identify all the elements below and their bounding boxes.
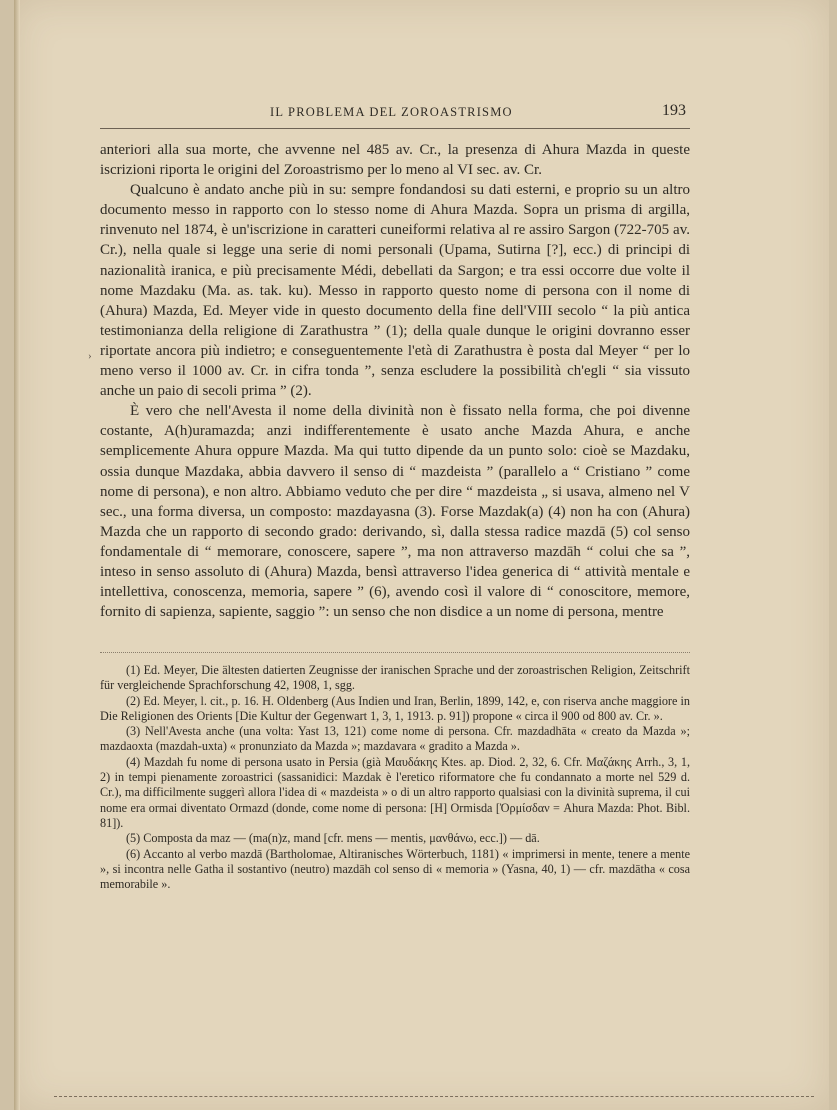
running-title: IL PROBLEMA DEL ZOROASTRISMO — [270, 105, 513, 119]
footnote-separator — [100, 652, 690, 653]
body-paragraph: anteriori alla sua morte, che avvenne nel 485 av. Cr., la presenza di Ahura Mazda in queste iscrizioni riporta le origini del Zoroastrismo per lo meno al VI sec. av. Cr. — [100, 142, 690, 179]
footnote: (1) Ed. Meyer, Die ältesten datierten Zeugnisse der iranischen Sprache und der zoroastrischen Religion, Zeitschrift für vergleichende Sprachforschung 42, 1908, 1, sgg. — [100, 663, 690, 693]
running-header — [100, 102, 690, 129]
main-text — [100, 140, 690, 622]
footnote: (5) Composta da maz — (ma(n)z, mand [cfr. mens — mentis, μανθάνω, ecc.]) — dā. — [126, 831, 540, 846]
book-page — [14, 0, 829, 1110]
body-paragraph: Qualcuno è andato anche più in su: sempre fondandosi su dati esterni, e proprio su un altro documento messo in rapporto con lo stesso nome di Ahura Mazda. Sopra un prisma di argilla, rinvenuto nel 1874, è un'iscrizione in caratteri cuneiformi relativa al re assiro Sargon (722-705 av. Cr.), nella quale si legge una serie di nomi personali (Upama, Sutirna [?], ecc.) di principi di nazionalità iranica, e più precisamente Médi, debellati da Sargon; e tra essi occorre due volte il nome Mazdaku (Ma. as. tak. ku). Messo in rapporto questo nome di persona con il nome di (Ahura) Mazda, Ed. Meyer vide in questo documento della fine dell'VIII secolo “ la più antica testimonianza della religione di Zarathustra ” (1); della quale dunque le origini dovranno esser riportate ancora più indietro; e conseguentemente l'età di Zarathustra è posta dal Meyer “ per lo meno verso il 1000 av. Cr. in cifra tonda ”, senza escludere la possibilità ch'egli “ sia vissuto anche un paio di secoli prima ” (2). — [100, 182, 690, 400]
footnote: (3) Nell'Avesta anche (una volta: Yast 13, 121) come nome di persona. Cfr. mazdadhāta « creato da Mazda »; mazdaoxta (mazdah-uxta) « pronunziato da Mazda »; mazdavara « gradito a Mazda ». — [100, 724, 690, 754]
page-bottom-edge — [54, 1096, 814, 1097]
margin-mark: › — [88, 350, 92, 362]
footnotes — [100, 663, 690, 892]
footnote: (4) Mazdah fu nome di persona usato in Persia (già Μαυδάκης Ktes. ap. Diod. 2, 32, 6. Cfr. Μαζάκης Arrh., 3, 1, 2) in tempi pienamente zoroastrici (sassanidici: Mazdak è l'eretico riformatore che fu condannato a morte nel 529 d. Cr.), ma difficilmente suggerì allora l'idea di « mazdeista » o di un altro rapporto qualsiasi con la divinità suprema, il cui nome era ormai diventato Ormazd (donde, come nome di persona: [H] Ormisda [Ὀρμίσδαν = Ahura Mazda: Phot. Bibl. 81]). — [100, 754, 690, 830]
footnote: (6) Accanto al verbo mazdā (Bartholomae, Altiranisches Wörterbuch, 1181) « imprimersi in mente, tenere a mente », si incontra nelle Gatha il sostantivo (neutro) mazdāh col senso di « memoria » (Yasna, 40, 1) — cfr. mazdātha « cosa memorabile ». — [100, 846, 690, 892]
footnote: (2) Ed. Meyer, l. cit., p. 16. H. Oldenberg (Aus Indien und Iran, Berlin, 1899, 142, e, con riserva anche maggiore in Die Religionen des Orients [Die Kultur der Gegenwart 1, 3, 1, 1913. p. 91]) propone « circa il 900 od 800 av. Cr. ». — [100, 693, 690, 723]
body-paragraph: È vero che nell'Avesta il nome della divinità non è fissato nella forma, che poi divenne costante, A(h)uramazda; anzi indifferentemente è usato anche Mazda Ahura, e anche semplicemente Ahura oppure Mazda. Ma qui tutto dipende da un punto solo: cioè se Mazdaku, ossia dunque Mazdaka, abbia davvero il senso di “ mazdeista ” (parallelo a “ Cristiano ” come nome di persona), e non altro. Abbiamo veduto che per dire “ mazdeista „ si usava, almeno nel V sec., una forma diversa, un composto: mazdayasna (3). Forse Mazdak(a) (4) non ha con (Ahura) Mazda che un rapporto di secondo grado: derivando, sì, dalla stessa radice mazdā (5) col senso fondamentale di “ memorare, conoscere, sapere ”, ma non attraverso mazdāh “ colui che sa ”, inteso in senso assoluto di (Ahura) Mazda, bensì attraverso l'idea generica di “ attività mentale e intellettiva, conoscenza, memoria, sapere ” (6), avendo così il valore di “ conoscitore, memore, fornito di sapienza, sapiente, saggio ”: un senso che non disdice a un nome di persona, mentre — [100, 403, 690, 621]
page-number: 193 — [662, 102, 686, 119]
